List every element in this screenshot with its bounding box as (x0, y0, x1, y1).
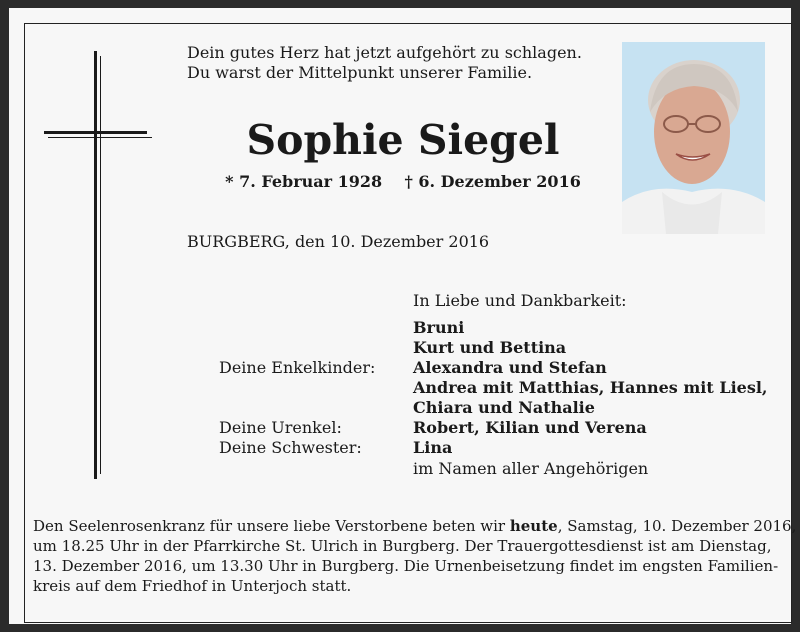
place-date: BURGBERG, den 10. Dezember 2016 (187, 232, 490, 251)
notice-line-1 (33, 516, 797, 536)
intro-line-2: Du warst der Mittelpunkt unserer Familie. (187, 63, 533, 82)
portrait-photo (622, 42, 765, 234)
notice-today: heute (509, 517, 558, 535)
notice-line-2: um 18.25 Uhr in der Pfarrkirche St. Ulrich in Burgberg. Der Trauergottesdienst ist am Dienstag, (33, 537, 772, 555)
cross-icon (94, 51, 97, 479)
sister-name: Lina (413, 438, 453, 457)
sister-label: Deine Schwester: (219, 438, 362, 457)
cross-icon-shadow-vertical (100, 56, 101, 474)
grandchildren-2: Andrea mit Matthias, Hannes mit Liesl, (413, 378, 768, 397)
great-grandchildren: Robert, Kilian und Verena (413, 418, 647, 437)
mourners-heading: In Liebe und Dankbarkeit: (413, 291, 627, 310)
cross-icon-beam (44, 131, 147, 134)
portrait-image (622, 42, 765, 234)
birth-date: * 7. Februar 1928 (225, 172, 383, 191)
notice-line-3: 13. Dezember 2016, um 13.30 Uhr in Burgberg. Die Urnenbeisetzung findet im engsten Familien- (33, 557, 779, 575)
intro-line-1: Dein gutes Herz hat jetzt aufgehört zu schlagen. (187, 43, 582, 62)
mourner-children-2: Kurt und Bettina (413, 338, 567, 357)
life-dates (187, 172, 619, 192)
obituary-page (9, 8, 797, 624)
mourner-children-1: Bruni (413, 318, 465, 337)
deceased-name: Sophie Siegel (246, 116, 560, 164)
death-date: † 6. Dezember 2016 (404, 172, 581, 191)
great-grandchildren-label: Deine Urenkel: (219, 418, 342, 437)
grandchildren-3: Chiara und Nathalie (413, 398, 595, 417)
grandchildren-1: Alexandra und Stefan (413, 358, 607, 377)
grandchildren-label: Deine Enkelkinder: (219, 358, 376, 377)
notice-line-1-start: Den Seelenrosenkranz für unsere liebe Verstorbene beten wir (33, 517, 510, 535)
cross-icon-shadow-horizontal (48, 137, 152, 138)
notice-line-4: kreis auf dem Friedhof in Unterjoch statt. (33, 577, 352, 595)
mourners-closing: im Namen aller Angehörigen (413, 459, 649, 478)
notice-line-1-end: , Samstag, 10. Dezember 2016, (557, 517, 797, 535)
service-notice (33, 516, 797, 596)
